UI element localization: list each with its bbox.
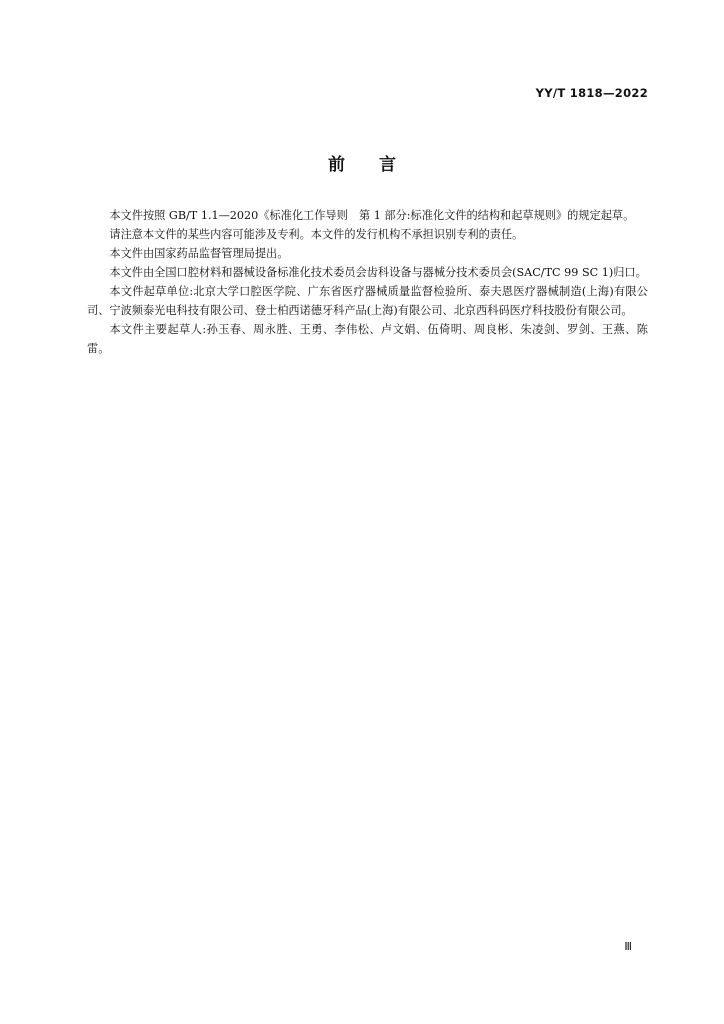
document-number: YY/T 1818—2022	[535, 86, 648, 100]
paragraph-proposer: 本文件由国家药品监督管理局提出。	[109, 247, 289, 260]
paragraph-drafters: 本文件主要起草人:孙玉春、周永胜、王勇、李伟松、卢文娟、伍倚明、周良彬、朱凌剑、罗剑、王燕、陈雷。	[87, 323, 648, 355]
page-number: Ⅲ	[624, 940, 632, 953]
paragraph-drafting-organizations: 本文件起草单位:北京大学口腔医学院、广东省医疗器械质量监督检验所、泰夫恩医疗器械制造(上海)有限公司、宁波频泰光电科技有限公司、登士柏西诺德牙科产品(上海)有限公司、北京西科码医疗科技股份有限公司。	[87, 285, 648, 317]
page-title: 前言	[328, 155, 430, 175]
foreword-body	[87, 206, 648, 358]
paragraph-patent-notice: 请注意本文件的某些内容可能涉及专利。本文件的发行机构不承担识别专利的责任。	[109, 228, 524, 241]
paragraph-drafting-rules: 本文件按照 GB/T 1.1—2020《标准化工作导则 第 1 部分:标准化文件的结构和起草规则》的规定起草。	[109, 209, 635, 222]
paragraph-technical-committee: 本文件由全国口腔材料和器械设备标准化技术委员会齿科设备与器械分技术委员会(SAC/TC 99 SC 1)归口。	[109, 266, 647, 279]
